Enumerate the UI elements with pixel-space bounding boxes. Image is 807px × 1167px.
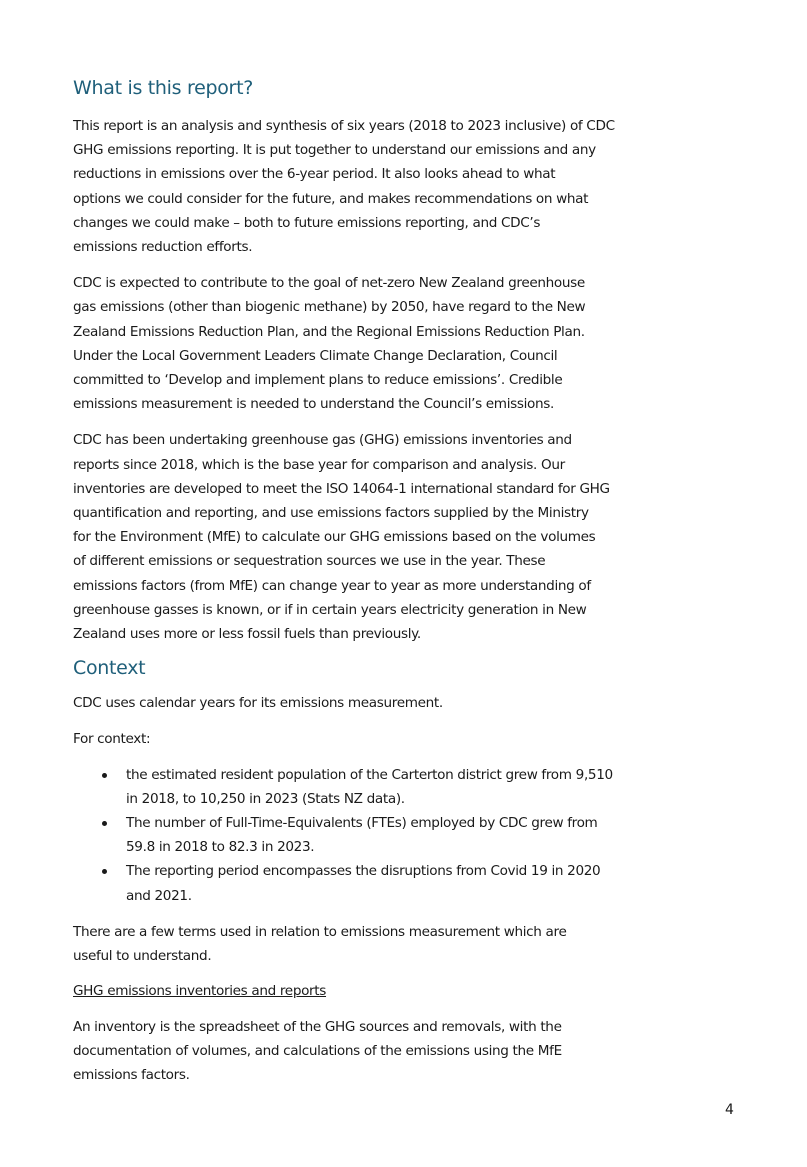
text-line: in 2018, to 10,250 in 2023 (Stats NZ data).	[126, 790, 405, 807]
paragraph-calendar-years	[73, 691, 735, 715]
text-line: The number of Full-Time-Equivalents (FTEs) employed by CDC grew from	[126, 815, 598, 832]
text-line: emissions reduction efforts.	[73, 239, 253, 256]
text-line: This report is an analysis and synthesis of six years (2018 to 2023 inclusive) of CDC	[73, 118, 615, 134]
bullet-icon	[102, 773, 107, 778]
text-line: Zealand Emissions Reduction Plan, and the Regional Emissions Reduction Plan.	[73, 323, 585, 340]
text-line: quantification and reporting, and use emissions factors supplied by the Ministry	[73, 505, 589, 522]
text-line: CDC is expected to contribute to the goal of net-zero New Zealand greenhouse	[73, 275, 585, 292]
underlined-subheading: GHG emissions inventories and reports	[73, 983, 327, 1000]
text-line: GHG emissions reporting. It is put together to understand our emissions and any	[73, 142, 596, 159]
text-line: reductions in emissions over the 6-year period. It also looks ahead to what	[73, 166, 556, 183]
text-line: An inventory is the spreadsheet of the GHG sources and removals, with the	[73, 1018, 562, 1035]
text-line: greenhouse gasses is known, or if in certain years electricity generation in New	[73, 601, 587, 618]
bullet-icon	[102, 869, 107, 874]
text-line: Under the Local Government Leaders Climate Change Declaration, Council	[73, 347, 558, 364]
text-line: committed to ‘Develop and implement plans to reduce emissions’. Credible	[73, 372, 563, 389]
paragraph-net-zero-goal	[73, 271, 735, 416]
text-line: The reporting period encompasses the disruptions from Covid 19 in 2020	[126, 863, 601, 880]
page-content	[73, 72, 735, 1087]
paragraph-ghg-inventories	[73, 428, 735, 646]
text-line: the estimated resident population of the Carterton district grew from 9,510	[126, 766, 613, 783]
section-heading-context: Context	[73, 657, 146, 680]
paragraph-for-context	[73, 727, 735, 751]
text-line: documentation of volumes, and calculations of the emissions using the MfE	[73, 1042, 562, 1059]
paragraph-terms-intro	[73, 920, 735, 968]
text-line: reports since 2018, which is the base year for comparison and analysis. Our	[73, 456, 565, 473]
text-line: options we could consider for the future, and makes recommendations on what	[73, 190, 589, 207]
text-line: emissions measurement is needed to understand the Council’s emissions.	[73, 396, 554, 413]
text-line: emissions factors (from MfE) can change year to year as more understanding of	[73, 577, 591, 594]
text-line: emissions factors.	[73, 1066, 190, 1083]
bullet-icon	[102, 821, 107, 826]
text-line: gas emissions (other than biogenic methane) by 2050, have regard to the New	[73, 299, 586, 316]
text-line: 59.8 in 2018 to 82.3 in 2023.	[126, 839, 315, 856]
text-line: There are a few terms used in relation to emissions measurement which are	[73, 923, 567, 940]
bullet-item-population	[73, 763, 735, 811]
context-bullet-list	[73, 763, 735, 908]
text-line: and 2021.	[126, 887, 192, 904]
section-heading-what-is-this-report: What is this report?	[73, 77, 254, 99]
text-line: Zealand uses more or less fossil fuels than previously.	[73, 626, 421, 643]
paragraph-inventory-definition	[73, 1015, 735, 1088]
text-line: inventories are developed to meet the ISO 14064-1 international standard for GHG	[73, 480, 610, 497]
text-line: For context:	[73, 731, 151, 748]
text-line: for the Environment (MfE) to calculate our GHG emissions based on the volumes	[73, 529, 596, 546]
text-line: CDC uses calendar years for its emissions measurement.	[73, 695, 443, 712]
bullet-item-covid	[73, 859, 735, 907]
subheading-ghg-inventories	[73, 979, 735, 1003]
bullet-item-ftes	[73, 811, 735, 859]
paragraph-report-purpose	[73, 114, 735, 259]
text-line: changes we could make – both to future emissions reporting, and CDC’s	[73, 214, 541, 231]
text-line: of different emissions or sequestration sources we use in the year. These	[73, 553, 546, 570]
page-number: 4	[725, 1102, 734, 1118]
text-line: CDC has been undertaking greenhouse gas (GHG) emissions inventories and	[73, 432, 572, 449]
text-line: useful to understand.	[73, 948, 212, 965]
